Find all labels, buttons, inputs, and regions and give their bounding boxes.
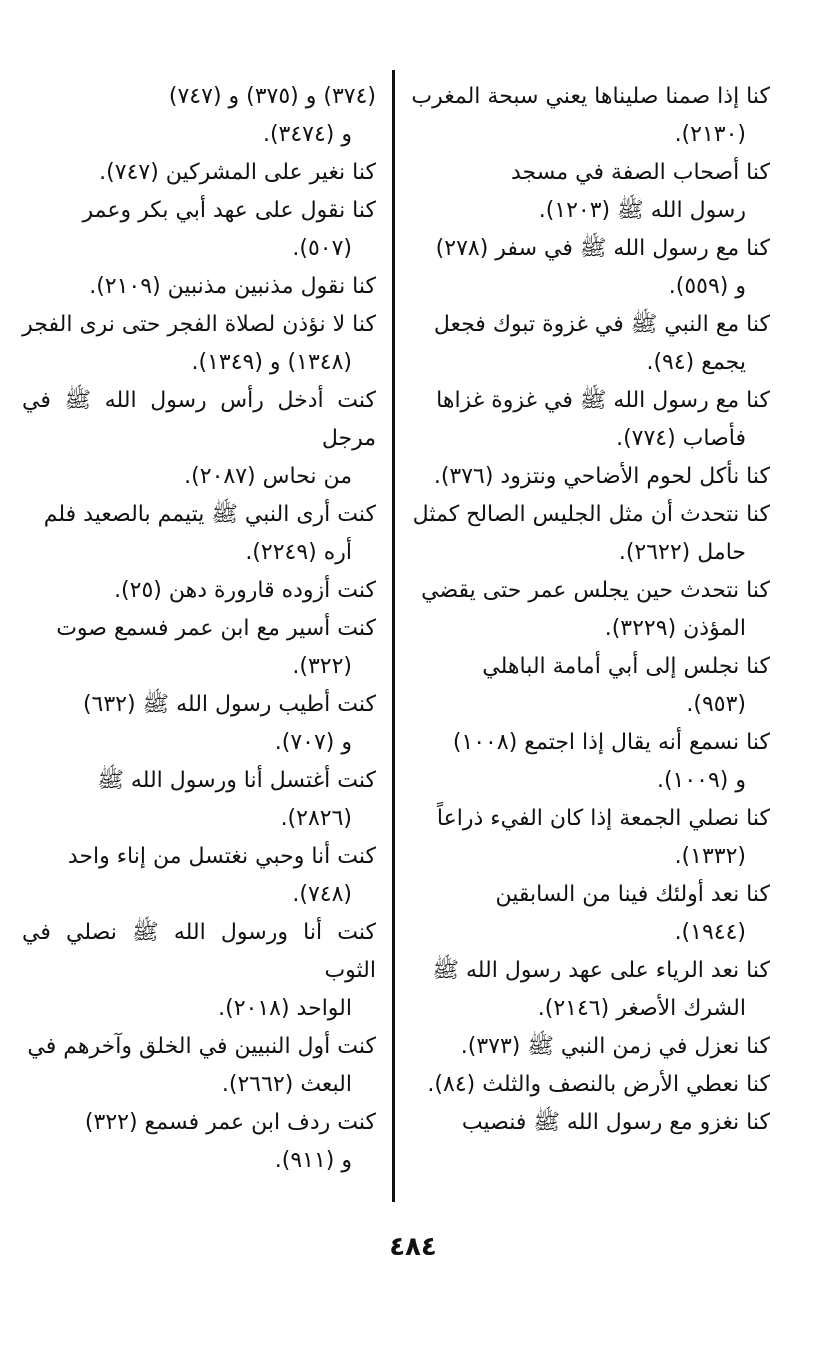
index-entry bbox=[408, 230, 770, 306]
entry-continuation: و (٣٤٧٤). bbox=[262, 122, 352, 147]
index-entry bbox=[408, 800, 770, 876]
entry-line: كنا نعد الرياء على عهد رسول الله ﷺ bbox=[432, 958, 770, 983]
entry-line: كنت أول النبيين في الخلق وآخرهم في bbox=[27, 1034, 376, 1059]
entry-continuation: (١٣٤٨) و (١٣٤٩). bbox=[191, 350, 352, 375]
entry-continuation: و (٧٠٧). bbox=[274, 730, 352, 755]
entry-line: كنا نسمع أنه يقال إذا اجتمع (١٠٠٨) bbox=[452, 730, 770, 755]
entry-line: كنت أرى النبي ﷺ يتيمم بالصعيد فلم bbox=[43, 502, 376, 527]
index-entry bbox=[22, 192, 376, 268]
page-number: ٤٨٤ bbox=[389, 1232, 437, 1262]
index-entry bbox=[408, 496, 770, 572]
index-entry bbox=[22, 382, 376, 496]
entry-continuation: (٥٠٧). bbox=[292, 236, 352, 261]
index-entry bbox=[408, 306, 770, 382]
entry-line: كنت أطيب رسول الله ﷺ (٦٣٢) bbox=[82, 692, 376, 717]
index-entry bbox=[22, 572, 376, 610]
entry-line: كنا نصلي الجمعة إذا كان الفيء ذراعاً bbox=[436, 806, 770, 831]
entry-line: كنا مع رسول الله ﷺ في غزوة غزاها bbox=[436, 388, 770, 413]
right-column bbox=[408, 78, 770, 1142]
index-entry bbox=[22, 838, 376, 914]
index-entry bbox=[22, 268, 376, 306]
index-entry bbox=[22, 78, 376, 154]
entry-continuation: فأصاب (٧٧٤). bbox=[616, 426, 746, 451]
entry-line: كنت أنا ورسول الله ﷺ نصلي في الثوب bbox=[22, 920, 376, 983]
entry-continuation: (٧٤٨). bbox=[292, 882, 352, 907]
index-entry bbox=[408, 1104, 770, 1142]
entry-line: كنا نتحدث حين يجلس عمر حتى يقضي bbox=[421, 578, 770, 603]
entry-line: كنا نتحدث أن مثل الجليس الصالح كمثل bbox=[412, 502, 770, 527]
entry-line: كنا لا نؤذن لصلاة الفجر حتى نرى الفجر bbox=[22, 312, 376, 337]
entry-line: كنا مع رسول الله ﷺ في سفر (٢٧٨) bbox=[435, 236, 770, 261]
index-entry bbox=[408, 876, 770, 952]
index-entry bbox=[408, 78, 770, 154]
entry-continuation: (٩٥٣). bbox=[686, 692, 746, 717]
entry-continuation: حامل (٢٦٢٢). bbox=[618, 540, 746, 565]
entry-line: كنت أدخل رأس رسول الله ﷺ في مرجل bbox=[22, 388, 376, 451]
entry-continuation: (٣٢٢). bbox=[292, 654, 352, 679]
index-entry bbox=[22, 1028, 376, 1104]
index-entry bbox=[22, 1104, 376, 1180]
index-entry bbox=[408, 724, 770, 800]
entry-continuation: و (٥٥٩). bbox=[668, 274, 746, 299]
entry-line: كنا نجلس إلى أبي أمامة الباهلي bbox=[482, 654, 770, 679]
left-column bbox=[22, 78, 376, 1180]
entry-line: كنا نأكل لحوم الأضاحي ونتزود (٣٧٦). bbox=[433, 464, 770, 489]
index-entry bbox=[408, 572, 770, 648]
column-divider bbox=[392, 70, 395, 1202]
entry-continuation: (١٣٣٢). bbox=[674, 844, 746, 869]
entry-line: كنا نعطي الأرض بالنصف والثلث (٨٤). bbox=[427, 1072, 770, 1097]
entry-line: كنت ردف ابن عمر فسمع (٣٢٢) bbox=[84, 1110, 376, 1135]
index-entry bbox=[22, 914, 376, 1028]
entry-continuation: رسول الله ﷺ (١٢٠٣). bbox=[538, 198, 746, 223]
index-entry bbox=[22, 496, 376, 572]
entry-continuation: و (١٠٠٩). bbox=[656, 768, 746, 793]
entry-continuation: (٢١٣٠). bbox=[674, 122, 746, 147]
entry-line: كنا نغزو مع رسول الله ﷺ فنصيب bbox=[461, 1110, 770, 1135]
entry-continuation: أره (٢٢٤٩). bbox=[245, 540, 352, 565]
entry-continuation: من نحاس (٢٠٨٧). bbox=[184, 464, 352, 489]
index-entry bbox=[408, 154, 770, 230]
index-entry bbox=[22, 610, 376, 686]
index-entry bbox=[22, 686, 376, 762]
index-entry bbox=[22, 306, 376, 382]
index-entry bbox=[408, 1028, 770, 1066]
entry-line: كنا نقول على عهد أبي بكر وعمر bbox=[82, 198, 376, 223]
entry-line: كنا مع النبي ﷺ في غزوة تبوك فجعل bbox=[433, 312, 770, 337]
entry-line: كنت أنا وحبي نغتسل من إناء واحد bbox=[67, 844, 376, 869]
index-entry bbox=[408, 382, 770, 458]
entry-line: كنا أصحاب الصفة في مسجد bbox=[510, 160, 770, 185]
index-entry bbox=[408, 458, 770, 496]
entry-continuation: الشرك الأصغر (٢١٤٦). bbox=[537, 996, 746, 1021]
entry-line: كنت أغتسل أنا ورسول الله ﷺ bbox=[97, 768, 376, 793]
entry-continuation: المؤذن (٣٢٢٩). bbox=[604, 616, 746, 641]
entry-line: كنا نعد أولئك فينا من السابقين bbox=[495, 882, 770, 907]
index-entry bbox=[408, 648, 770, 724]
entry-continuation: و (٩١١). bbox=[274, 1148, 352, 1173]
entry-continuation: (٢٨٢٦). bbox=[280, 806, 352, 831]
entry-line: كنا إذا صمنا صليناها يعني سبحة المغرب bbox=[411, 84, 770, 109]
entry-continuation: البعث (٢٦٦٢). bbox=[221, 1072, 352, 1097]
entry-line: (٣٧٤) و (٣٧٥) و (٧٤٧) bbox=[168, 84, 376, 109]
entry-continuation: (١٩٤٤). bbox=[674, 920, 746, 945]
entry-line: كنا نغير على المشركين (٧٤٧). bbox=[99, 160, 376, 185]
entry-line: كنا نعزل في زمن النبي ﷺ (٣٧٣). bbox=[460, 1034, 770, 1059]
index-entry bbox=[22, 154, 376, 192]
index-entry bbox=[408, 952, 770, 1028]
entry-line: كنت أسير مع ابن عمر فسمع صوت bbox=[56, 616, 376, 641]
index-entry bbox=[22, 762, 376, 838]
entry-continuation: الواحد (٢٠١٨). bbox=[218, 996, 352, 1021]
entry-line: كنت أزوده قارورة دهن (٢٥). bbox=[114, 578, 376, 603]
index-entry bbox=[408, 1066, 770, 1104]
entry-continuation: يجمع (٩٤). bbox=[646, 350, 746, 375]
entry-line: كنا نقول مذنبين مذنبين (٢١٠٩). bbox=[89, 274, 376, 299]
